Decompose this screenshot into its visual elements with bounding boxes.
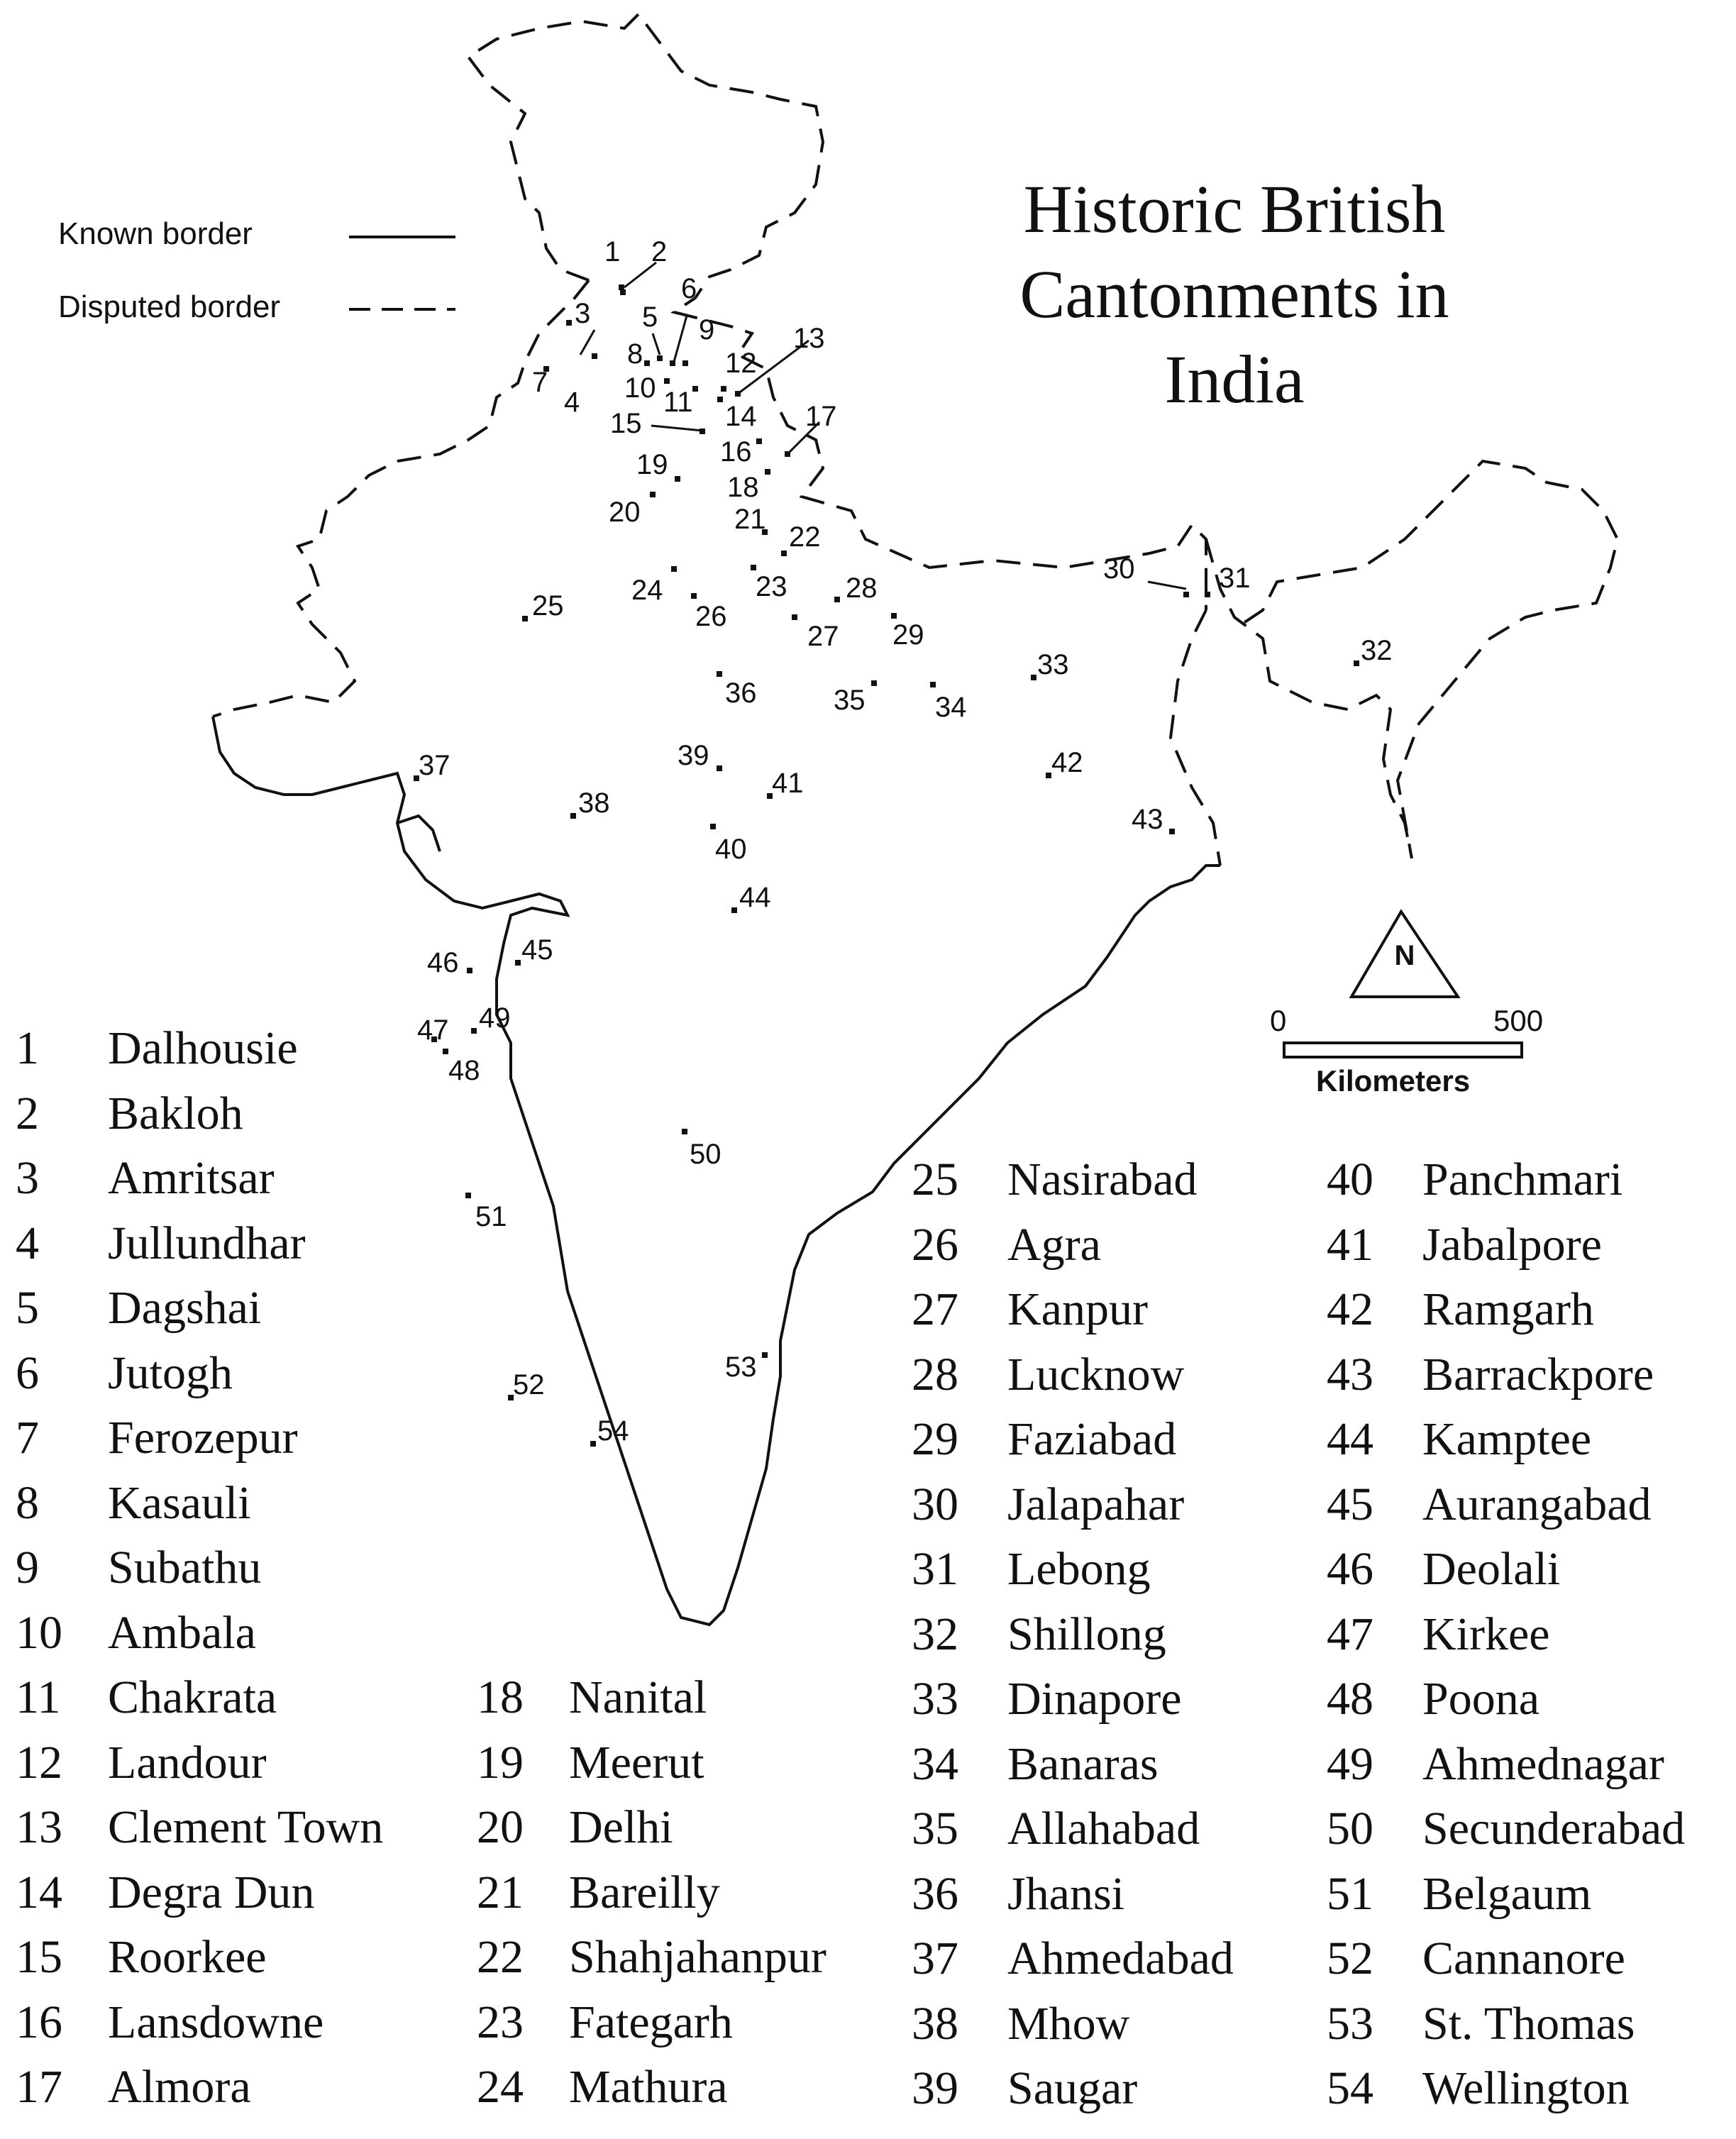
list-item-name: Poona bbox=[1422, 1673, 1539, 1725]
cantonment-marker-17 bbox=[785, 451, 790, 457]
cantonment-marker-27 bbox=[792, 614, 797, 620]
list-item-number: 54 bbox=[1327, 2062, 1373, 2114]
cantonment-marker-31 bbox=[1205, 592, 1210, 597]
cantonment-marker-35 bbox=[871, 680, 877, 686]
title-line-2: Cantonments in bbox=[1019, 256, 1449, 332]
cantonment-marker-label-41: 41 bbox=[772, 768, 804, 799]
cantonment-marker-50 bbox=[682, 1129, 687, 1134]
cantonment-marker-13 bbox=[735, 391, 741, 397]
list-item-number: 41 bbox=[1327, 1218, 1373, 1271]
cantonment-marker-44 bbox=[731, 907, 737, 913]
list-item-number: 4 bbox=[16, 1217, 39, 1269]
cantonment-marker-28 bbox=[834, 597, 840, 602]
cantonment-marker-label-38: 38 bbox=[578, 787, 610, 819]
list-item-number: 12 bbox=[16, 1736, 62, 1789]
list-item-number: 15 bbox=[16, 1931, 62, 1983]
north-arrow bbox=[1351, 912, 1458, 997]
cantonment-marker-label-27: 27 bbox=[807, 621, 839, 652]
cantonment-marker-label-8: 8 bbox=[627, 338, 643, 370]
list-item-number: 16 bbox=[16, 1996, 62, 2048]
list-item-number: 25 bbox=[912, 1154, 958, 1205]
list-item-name: St. Thomas bbox=[1422, 1997, 1635, 2050]
cantonment-marker-label-25: 25 bbox=[532, 590, 564, 621]
list-item-number: 47 bbox=[1327, 1608, 1373, 1660]
cantonment-marker-45 bbox=[515, 960, 521, 966]
list-item-name: Agra bbox=[1007, 1218, 1101, 1271]
cantonment-marker-label-45: 45 bbox=[521, 934, 553, 966]
scale-unit: Kilometers bbox=[1316, 1064, 1471, 1098]
cantonment-marker-label-50: 50 bbox=[690, 1139, 722, 1170]
title-line-3: India bbox=[1164, 341, 1305, 417]
list-item-number: 46 bbox=[1327, 1543, 1373, 1595]
scale-max: 500 bbox=[1493, 1004, 1544, 1037]
cantonment-marker-label-43: 43 bbox=[1132, 804, 1163, 835]
cantonment-marker-label-37: 37 bbox=[419, 750, 450, 781]
cantonment-marker-43 bbox=[1169, 829, 1175, 834]
list-item-number: 27 bbox=[912, 1283, 958, 1335]
cantonment-marker-label-9: 9 bbox=[699, 314, 715, 346]
cantonment-marker-label-49: 49 bbox=[479, 1002, 511, 1034]
list-item-name: Ahmedabad bbox=[1007, 1933, 1234, 1984]
list-item-number: 21 bbox=[477, 1866, 524, 1918]
list-item-name: Mhow bbox=[1007, 1997, 1130, 2050]
cantonment-marker-label-39: 39 bbox=[678, 740, 709, 771]
list-item-number: 11 bbox=[16, 1671, 61, 1723]
list-item-number: 18 bbox=[477, 1671, 524, 1723]
list-item-number: 49 bbox=[1327, 1737, 1373, 1790]
list-item-number: 9 bbox=[16, 1542, 39, 1593]
cantonment-marker-label-32: 32 bbox=[1361, 635, 1393, 666]
list-item-number: 13 bbox=[16, 1801, 62, 1853]
list-item-number: 5 bbox=[16, 1282, 39, 1334]
list-item-name: Shillong bbox=[1007, 1608, 1166, 1660]
cantonment-marker-label-7: 7 bbox=[532, 367, 548, 398]
north-label: N bbox=[1394, 940, 1415, 971]
list-item-name: Bakloh bbox=[108, 1087, 243, 1139]
list-item-name: Kamptee bbox=[1422, 1413, 1592, 1465]
list-item-number: 6 bbox=[16, 1347, 39, 1399]
list-item-name: Panchmari bbox=[1422, 1154, 1623, 1205]
cantonment-marker-26 bbox=[691, 593, 697, 599]
cantonment-marker-25 bbox=[522, 616, 528, 621]
cantonment-marker-label-14: 14 bbox=[725, 401, 757, 432]
cantonment-marker-label-22: 22 bbox=[789, 521, 821, 553]
cantonment-marker-29 bbox=[891, 613, 897, 619]
cantonment-marker-51 bbox=[465, 1193, 471, 1198]
list-item-name: Ramgarh bbox=[1422, 1283, 1594, 1335]
cantonment-marker-label-17: 17 bbox=[805, 401, 837, 432]
cantonment-marker-22 bbox=[781, 551, 787, 556]
cantonment-marker-18 bbox=[765, 469, 770, 475]
list-item-name: Jalapahar bbox=[1007, 1478, 1185, 1530]
cantonment-marker-42 bbox=[1046, 773, 1051, 778]
cantonment-marker-38 bbox=[570, 813, 576, 819]
list-item-number: 29 bbox=[912, 1413, 958, 1465]
cantonment-marker-label-44: 44 bbox=[739, 882, 771, 913]
cantonment-marker-3 bbox=[566, 320, 572, 326]
list-item-number: 7 bbox=[16, 1412, 39, 1464]
cantonment-marker-label-54: 54 bbox=[597, 1415, 629, 1447]
list-item-name: Fategarh bbox=[569, 1996, 733, 2048]
cantonment-marker-34 bbox=[930, 682, 936, 687]
cantonment-marker-label-51: 51 bbox=[475, 1201, 507, 1232]
legend-known-label: Known border bbox=[58, 216, 253, 251]
list-item-number: 40 bbox=[1327, 1154, 1373, 1205]
list-item-number: 51 bbox=[1327, 1867, 1373, 1920]
list-item-number: 37 bbox=[912, 1933, 958, 1984]
list-item-number: 34 bbox=[912, 1737, 958, 1790]
list-item-name: Saugar bbox=[1007, 2062, 1138, 2114]
list-item-number: 1 bbox=[16, 1022, 39, 1074]
list-item-number: 28 bbox=[912, 1348, 958, 1400]
list-item-number: 50 bbox=[1327, 1803, 1373, 1855]
cantonment-marker-label-47: 47 bbox=[417, 1015, 449, 1046]
list-item-number: 23 bbox=[477, 1996, 524, 2048]
cantonment-marker-label-24: 24 bbox=[631, 575, 663, 606]
list-item-number: 24 bbox=[477, 2061, 524, 2113]
list-item-name: Ahmednagar bbox=[1422, 1737, 1664, 1790]
cantonment-marker-label-26: 26 bbox=[695, 601, 727, 632]
list-item-number: 32 bbox=[912, 1608, 958, 1660]
list-item-number: 30 bbox=[912, 1478, 958, 1530]
list-item-name: Jhansi bbox=[1007, 1867, 1124, 1920]
cantonment-marker-32 bbox=[1354, 661, 1359, 666]
legend-disputed-label: Disputed border bbox=[58, 289, 281, 324]
list-item-number: 8 bbox=[16, 1476, 39, 1529]
list-item-name: Shahjahanpur bbox=[569, 1931, 826, 1983]
list-item-name: Dalhousie bbox=[108, 1022, 298, 1074]
map-title bbox=[908, 167, 1561, 422]
list-item-name: Roorkee bbox=[108, 1931, 267, 1983]
list-item-number: 14 bbox=[16, 1866, 62, 1918]
cantonment-marker-label-48: 48 bbox=[448, 1055, 480, 1086]
cantonment-marker-label-31: 31 bbox=[1219, 563, 1251, 594]
cantonment-marker-label-33: 33 bbox=[1037, 649, 1069, 680]
cantonment-marker-9 bbox=[670, 360, 675, 366]
list-item-name: Dagshai bbox=[108, 1282, 262, 1334]
list-item-name: Wellington bbox=[1422, 2062, 1630, 2114]
list-item-name: Degra Dun bbox=[108, 1866, 315, 1918]
cantonment-marker-label-40: 40 bbox=[715, 834, 747, 865]
cantonment-marker-label-6: 6 bbox=[681, 273, 697, 304]
list-item-number: 36 bbox=[912, 1867, 958, 1920]
list-item-name: Kirkee bbox=[1422, 1608, 1550, 1660]
list-item-name: Nasirabad bbox=[1007, 1154, 1198, 1205]
cantonment-marker-label-11: 11 bbox=[663, 387, 693, 418]
list-item-name: Lucknow bbox=[1007, 1348, 1185, 1400]
cantonment-marker-label-19: 19 bbox=[636, 449, 668, 480]
cantonment-marker-53 bbox=[762, 1352, 768, 1358]
list-item-name: Mathura bbox=[569, 2061, 728, 2113]
cantonment-marker-12 bbox=[721, 386, 726, 392]
list-item-name: Kasauli bbox=[108, 1476, 251, 1529]
cantonment-marker-label-16: 16 bbox=[720, 436, 752, 468]
list-item-name: Almora bbox=[108, 2061, 251, 2113]
cantonment-marker-label-30: 30 bbox=[1103, 553, 1135, 585]
list-item-name: Subathu bbox=[108, 1542, 262, 1593]
list-item-name: Meerut bbox=[569, 1736, 704, 1789]
list-item-name: Cannanore bbox=[1422, 1933, 1625, 1984]
list-item-name: Delhi bbox=[569, 1801, 673, 1853]
list-item-name: Allahabad bbox=[1007, 1803, 1200, 1855]
cantonment-marker-33 bbox=[1031, 675, 1036, 680]
cantonment-marker-54 bbox=[590, 1441, 596, 1447]
list-item-number: 3 bbox=[16, 1152, 39, 1204]
list-item-number: 43 bbox=[1327, 1348, 1373, 1400]
cantonment-marker-8 bbox=[644, 360, 650, 366]
cantonment-marker-4 bbox=[592, 353, 597, 359]
list-item-name: Amritsar bbox=[108, 1152, 275, 1204]
list-item-name: Bareilly bbox=[569, 1866, 720, 1918]
title-line-1: Historic British bbox=[1023, 171, 1446, 247]
cantonment-marker-label-12: 12 bbox=[725, 348, 757, 379]
cantonment-marker-label-52: 52 bbox=[513, 1369, 545, 1400]
list-item-name: Kanpur bbox=[1007, 1283, 1148, 1335]
cantonment-marker-49 bbox=[471, 1028, 477, 1034]
list-item-name: Clement Town bbox=[108, 1801, 384, 1853]
list-item-number: 2 bbox=[16, 1087, 39, 1139]
list-item-name: Jabalpore bbox=[1422, 1218, 1602, 1271]
cantonment-marker-19 bbox=[675, 476, 680, 482]
cantonment-marker-label-53: 53 bbox=[725, 1352, 757, 1383]
scale-zero: 0 bbox=[1270, 1004, 1287, 1037]
list-item-name: Lansdowne bbox=[108, 1996, 324, 2048]
cantonment-marker-label-23: 23 bbox=[756, 571, 787, 602]
list-item-number: 20 bbox=[477, 1801, 524, 1853]
list-item-number: 39 bbox=[912, 2062, 958, 2114]
cantonment-marker-46 bbox=[467, 968, 472, 973]
cantonment-marker-label-2: 2 bbox=[651, 236, 668, 267]
cantonment-marker-label-18: 18 bbox=[727, 472, 759, 503]
cantonment-marker-11 bbox=[692, 386, 698, 392]
list-item-number: 17 bbox=[16, 2061, 62, 2113]
cantonment-marker-23 bbox=[751, 565, 756, 570]
scale-bar bbox=[1284, 1043, 1522, 1057]
list-item-name: Dinapore bbox=[1007, 1673, 1182, 1725]
cantonment-marker-label-10: 10 bbox=[624, 372, 656, 404]
list-item-name: Belgaum bbox=[1422, 1867, 1592, 1920]
cantonment-marker-16 bbox=[756, 438, 762, 444]
disputed-border-lines bbox=[213, 14, 1618, 866]
cantonment-marker-label-28: 28 bbox=[846, 573, 878, 604]
cantonment-marker-label-46: 46 bbox=[427, 947, 459, 978]
cantonment-marker-14 bbox=[717, 397, 723, 402]
cantonment-marker-10 bbox=[664, 378, 670, 384]
list-item-number: 42 bbox=[1327, 1283, 1373, 1335]
list-item-name: Deolali bbox=[1422, 1543, 1561, 1595]
cantonment-marker-48 bbox=[443, 1049, 448, 1054]
list-item-name: Faziabad bbox=[1007, 1413, 1177, 1465]
list-item-number: 53 bbox=[1327, 1997, 1373, 2050]
list-item-number: 22 bbox=[477, 1931, 524, 1983]
cantonment-marker-label-1: 1 bbox=[604, 236, 621, 267]
cantonment-marker-40 bbox=[710, 824, 716, 829]
cantonment-marker-15 bbox=[700, 429, 705, 434]
cantonment-marker-label-15: 15 bbox=[610, 408, 642, 439]
list-item-name: Banaras bbox=[1007, 1737, 1159, 1790]
cantonment-marker-30 bbox=[1183, 592, 1189, 597]
cantonment-marker-label-20: 20 bbox=[609, 497, 641, 528]
list-item-number: 26 bbox=[912, 1218, 958, 1271]
list-item-number: 45 bbox=[1327, 1478, 1373, 1530]
cantonment-marker-label-34: 34 bbox=[935, 692, 967, 723]
list-item-name: Jutogh bbox=[108, 1347, 233, 1399]
list-item-name: Chakrata bbox=[108, 1671, 277, 1723]
list-item-name: Secunderabad bbox=[1422, 1803, 1686, 1855]
list-item-number: 38 bbox=[912, 1997, 958, 2050]
list-item-number: 44 bbox=[1327, 1413, 1373, 1465]
cantonment-marker-label-13: 13 bbox=[793, 323, 825, 354]
cantonment-marker-label-5: 5 bbox=[642, 302, 658, 333]
list-item-name: Barrackpore bbox=[1422, 1348, 1654, 1400]
list-item-name: Aurangabad bbox=[1422, 1478, 1652, 1530]
list-item-name: Ferozepur bbox=[108, 1412, 298, 1464]
cantonment-marker-36 bbox=[717, 671, 722, 677]
list-item-number: 31 bbox=[912, 1543, 958, 1595]
cantonment-marker-20 bbox=[650, 492, 656, 497]
cantonment-marker-39 bbox=[717, 765, 722, 771]
list-item-number: 52 bbox=[1327, 1933, 1373, 1984]
cantonment-marker-label-4: 4 bbox=[564, 387, 580, 418]
cantonment-marker-label-35: 35 bbox=[834, 685, 866, 716]
list-item-name: Landour bbox=[108, 1736, 267, 1789]
cantonment-marker-label-36: 36 bbox=[725, 678, 757, 709]
cantonment-marker-2 bbox=[620, 289, 626, 295]
list-item-number: 19 bbox=[477, 1736, 524, 1789]
cantonment-marker-24 bbox=[671, 566, 677, 572]
list-item-name: Ambala bbox=[108, 1606, 256, 1659]
list-item-number: 35 bbox=[912, 1803, 958, 1855]
cantonment-marker-1 bbox=[619, 284, 624, 290]
list-item-name: Nanital bbox=[569, 1671, 707, 1723]
cantonment-marker-label-3: 3 bbox=[575, 298, 591, 329]
cantonment-marker-label-29: 29 bbox=[892, 619, 924, 651]
list-item-number: 48 bbox=[1327, 1673, 1373, 1725]
list-item-number: 10 bbox=[16, 1606, 62, 1659]
cantonment-marker-5 bbox=[657, 355, 663, 361]
list-item-number: 33 bbox=[912, 1673, 958, 1725]
list-item-name: Jullundhar bbox=[108, 1217, 306, 1269]
cantonment-marker-6 bbox=[682, 360, 688, 366]
cantonment-marker-label-21: 21 bbox=[734, 504, 766, 535]
list-item-name: Lebong bbox=[1007, 1543, 1151, 1595]
cantonment-marker-label-42: 42 bbox=[1051, 747, 1083, 778]
